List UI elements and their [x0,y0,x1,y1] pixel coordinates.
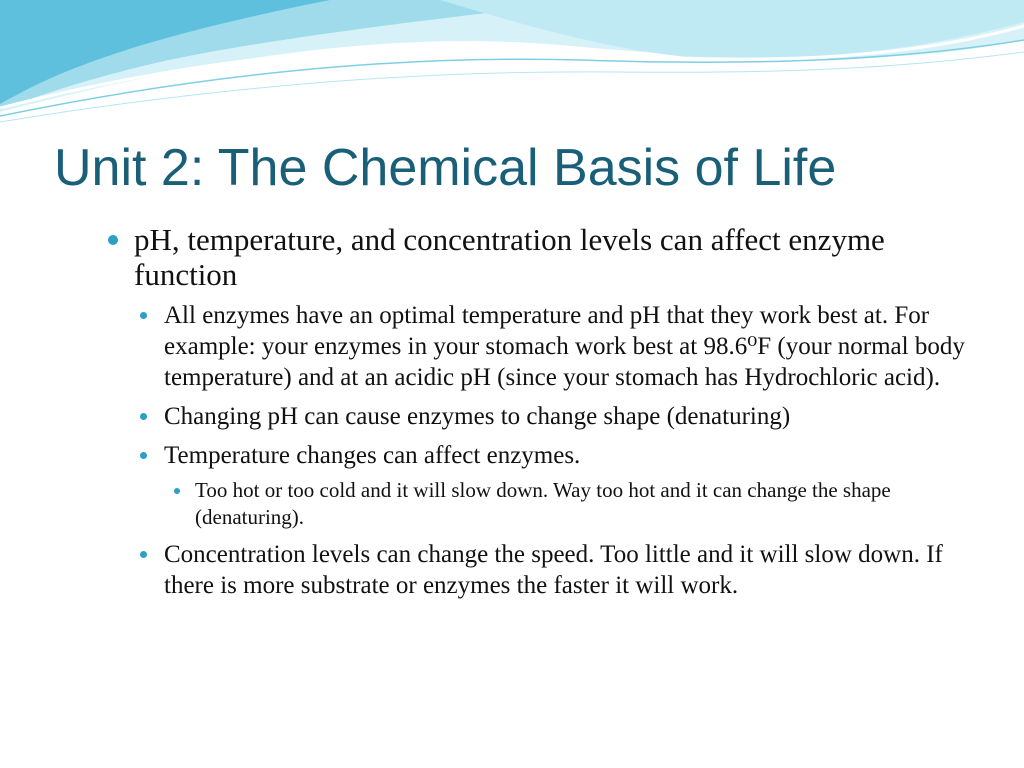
bullet-text: Temperature changes can affect enzymes. [164,442,581,469]
bullet-level3-item [195,477,955,531]
slide-title: Unit 2: The Chemical Basis of Life [54,139,837,197]
bullet-level2-item [164,539,969,601]
header-wave-decoration [0,0,1024,130]
bullet-level2-item [164,300,969,393]
bullet-text: Concentration levels can change the speed. Too little and it will slow down. If there is more substrate or enzymes the faster it will work. [164,541,943,599]
bullet-dot-icon [140,551,147,558]
bullet-dot-icon [174,488,180,494]
bullet-text: All enzymes have an optimal temperature and pH that they work best at. For example: your enzymes in your stomach work best at 98.6⁰F (your normal body temperature) and at an acidic pH (since your stomach has Hydrochloric acid). [164,302,965,391]
bullet-dot-icon [140,312,147,319]
bullet-level1-item [134,222,934,292]
bullet-dot-icon [108,235,118,245]
bullet-level2-item [164,401,969,432]
bullet-text: Changing pH can cause enzymes to change shape (denaturing) [164,403,791,430]
bullet-text: pH, temperature, and concentration levels can affect enzyme function [134,222,885,292]
bullet-dot-icon [140,413,147,420]
bullet-level2-item [164,440,969,471]
bullet-dot-icon [140,452,147,459]
bullet-text: Too hot or too cold and it will slow down. Way too hot and it can change the shape (denaturing). [195,478,891,529]
slide-body [0,222,1024,601]
